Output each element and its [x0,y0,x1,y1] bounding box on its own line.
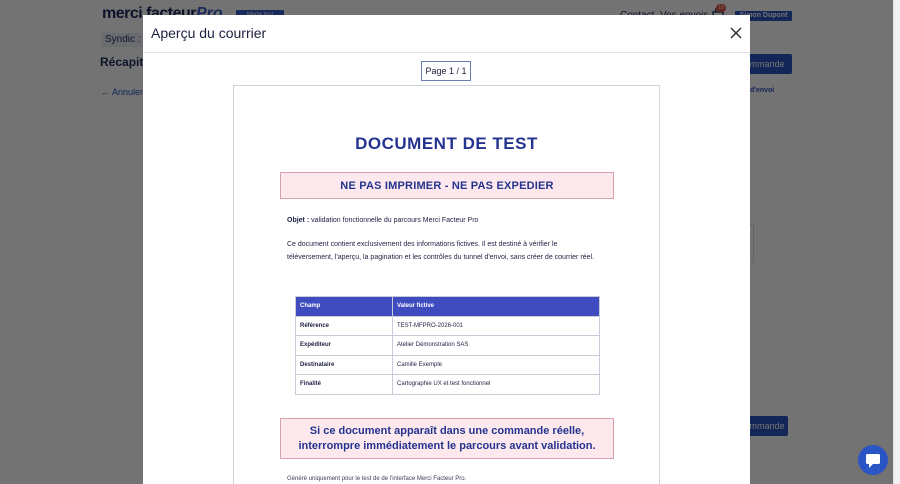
warning-bottom-box [280,418,614,459]
chat-button[interactable] [858,445,888,475]
table-header-cell: Champ [296,297,393,317]
table-header-row [296,297,600,317]
table-cell-key: Expéditeur [296,336,393,356]
document-table [295,296,600,395]
page-indicator: Page 1 / 1 [421,61,471,81]
table-header-cell: Valeur fictive [393,297,600,317]
warning-bottom-line2: interrompre immédiatement le parcours avant validation. [298,440,596,452]
warning-bottom-line1: Si ce document apparaît dans une commande réelle, [309,425,585,437]
apercu-modal [143,15,750,484]
table-row [296,375,600,395]
document-paragraph: Ce document contient exclusivement des informations fictives. Il est destiné à vérifier le téléversement, l'aperçu, la pagination et les contrôles du tunnel d'envoi, sans créer de courrier réel. [287,241,594,261]
table-cell-value: Cartographie UX et test fonctionnel [393,375,600,395]
objet-text: validation fonctionnelle du parcours Merci Facteur Pro [311,217,479,224]
table-cell-key: Référence [296,316,393,336]
document-title: DOCUMENT DE TEST [355,134,538,153]
warning-top-box: NE PAS IMPRIMER - NE PAS EXPEDIER [280,172,614,199]
table-cell-value: TEST-MFPRO-2026-001 [393,316,600,336]
modal-title: Aperçu du courrier [151,25,267,41]
document-preview [233,85,660,484]
table-row [296,336,600,356]
chat-icon [858,445,888,475]
table-cell-key: Finalité [296,375,393,395]
document-footer-note: Généré uniquement pour le test de de l'interface Merci Facteur Pro. [287,476,467,482]
objet-line [287,217,478,224]
objet-label: Objet : [287,217,310,224]
table-cell-key: Destinataire [296,355,393,375]
table-row [296,316,600,336]
table-cell-value: Camille Exemple [393,355,600,375]
page-scrollbar[interactable] [893,0,900,484]
close-icon[interactable] [729,26,743,40]
table-cell-value: Atelier Démonstration SAS [393,336,600,356]
table-row [296,355,600,375]
modal-body[interactable] [143,53,750,484]
modal-header [143,15,750,53]
